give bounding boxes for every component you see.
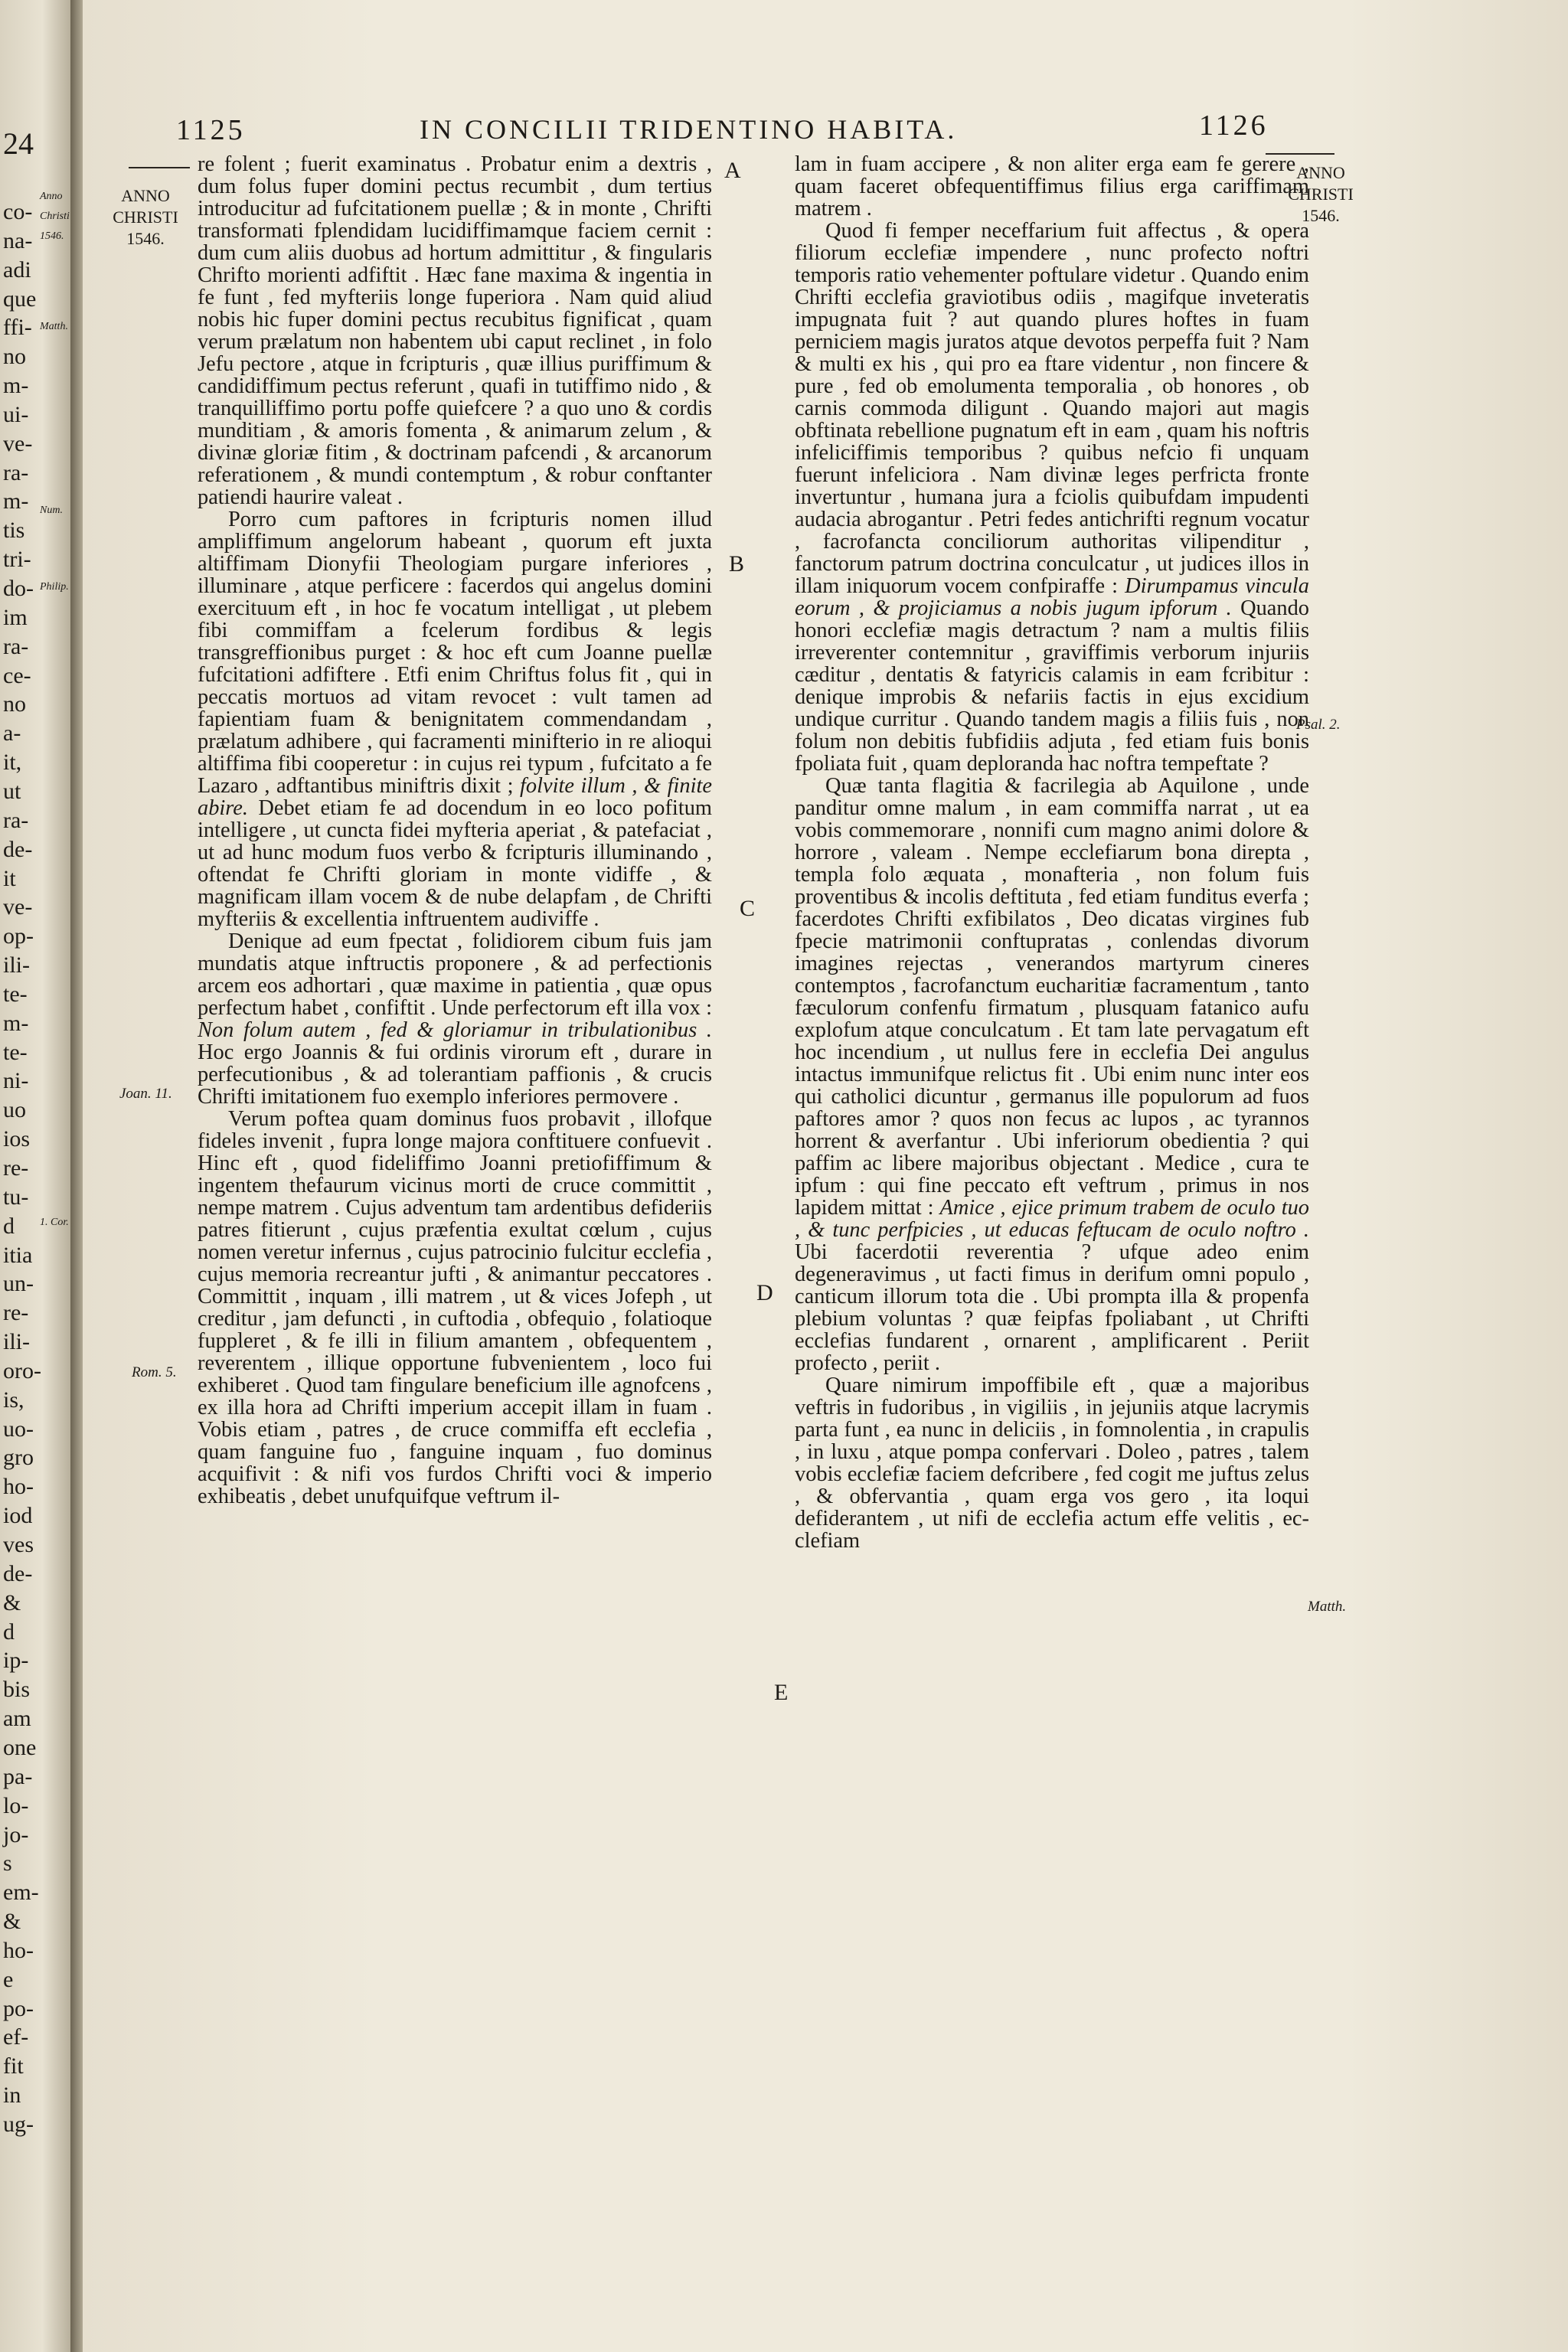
previous-page-fragment: &: [3, 1590, 21, 1615]
previous-page-fragment: pa-: [3, 1764, 33, 1789]
previous-page-margin-note: 1546.: [40, 230, 64, 242]
text-run: re folent ; fuerit examinatus . Probatur enim a dextris , dum folus fuper domini pectus recumbit , dum tertius introducitur ad fufcitationem puellæ ; & in monte , Chrifti transformati fplendidam lucidiffimamque faciem cernit : dum cum aliis duobus ad hortum admittitur , & fingularis Chrifto morienti adfiftit . Hæc fane maxima & ingentia in fe funt , fed myfteriis longe fuperiora . Nam quid aliud nobis hic fuper domini pectus recubitus fignificat , quam verum prælatum non habentem ubi caput reclinet , in folo Jefu pectore , atque in fcripturis , quæ illius puriffimum & candidiffimum pectus referunt , quafi in tutiffimo nido , & tranquilliffimo portu poffe quiefcere ? a quo uno & cordis munditiam , & amoris fomenta , & animarum zelum , & divinæ gloriæ fitim , & doctrinam pafcendi , & arcanorum referationem , & mundi contemptum , & robur conftanter patiendi haurire valeat .: [198, 152, 712, 509]
previous-page-fragment: &: [3, 1909, 21, 1934]
previous-page-fragment: ce-: [3, 663, 31, 688]
scripture-quote: Non folum autem , fed & gloriamur in tribulationibus .: [198, 1018, 712, 1042]
year-line: CHRISTI: [113, 207, 178, 227]
text-run: Quare nimirum impoffibile eft , quæ a majoribus veftris in fudoribus , in vigiliis , in jejuniis atque lacrymis parta funt , ea nunc in deliciis , in fomnolentia , in crapulis , in luxu , atque pompa confervari . Doleo , patres , talem vobis ecclefiæ faciem defcribere , fed cogit me juftus zelus , & obfervantia , quam erga vos gero , ita loqui defiderantem , ut nifi de ecclefia actum effe velitis , ec- clefiam: [795, 1374, 1309, 1553]
previous-page-fragment: adi: [3, 257, 31, 283]
previous-page-fragment: uo: [3, 1097, 26, 1122]
previous-page-fragment: in: [3, 2082, 21, 2108]
previous-page-fragment: tis: [3, 518, 25, 543]
previous-page-fragment: un-: [3, 1271, 34, 1296]
year-line: 1546.: [126, 229, 165, 248]
previous-page-fragment: de-: [3, 837, 33, 862]
previous-page-edge: [0, 0, 70, 2352]
scripture-quote: Amice , ejice primum trabem de oculo tuo , & tunc perfpicies , ut educas feftucam de oculo noftro .: [795, 1196, 1309, 1242]
previous-page-fragment: jo-: [3, 1822, 29, 1847]
section-letter-a: A: [724, 158, 741, 183]
text-run: Denique ad eum fpectat , folidiorem cibum fuis jam mundatis atque inftructis proponere , & ad perfectionis arcem eos adhortari , quæ maxime in patientia , quæ opus perfectum habet , confiftit . Unde perfectorum eft illa vox :: [198, 929, 712, 1020]
year-line: ANNO: [1296, 163, 1345, 182]
previous-page-fragment: ra-: [3, 808, 29, 833]
previous-page-fragment: it: [3, 866, 16, 891]
previous-page-fragment: co-: [3, 199, 33, 224]
margin-year-left: [100, 185, 191, 250]
text-run: Hoc ergo Joannis & fui ordinis virorum eft , durare in perfecutionibus , & ad tolerantiam paffionis , & crucis Chrifti imitationem fuo exemplo inferiores permovere .: [198, 1040, 712, 1109]
paragraph: [795, 220, 1309, 775]
previous-page-fragment: re-: [3, 1155, 29, 1181]
margin-note-matth: Matth.: [1308, 1599, 1347, 1615]
previous-page-fragment: no: [3, 344, 26, 369]
previous-page-fragment: te-: [3, 1040, 28, 1065]
previous-page-fragment: ip-: [3, 1648, 29, 1673]
previous-page-number: 24: [3, 126, 34, 161]
text-run: Porro cum paftores in fcripturis nomen illud ampliffimum angelorum habeant , quorum eft juxta altiffimam Dionyfii Theologiam purgare inferiores , illuminare , atque perficere : facerdos qui angelus domini exercituum eft , in hoc fe vocatum intelligat , ut plebem fibi commiffam a fcelerum fordibus & legis transgreffionibus purget : & hoc eft cum Joanne puellæ fufcitationi adfiftere . Etfi enim Chriftus folus fit , qui in peccatis mortuos ad vitam revocet : vult tamen ad fapientiam fuam & benignitatem commendandam , prælatum adhibere , qui facramenti minifterio in re alioqui altiffima fibi cooperetur : in cujus rei typum , fufcitato a fe Lazaro , adftantibus miniftris dixit ;: [198, 508, 712, 798]
previous-page-fragment: ug-: [3, 2112, 34, 2137]
page-header: [83, 106, 1568, 152]
previous-page-margin-note: Matth.: [40, 321, 68, 332]
left-column: [198, 153, 712, 1508]
year-line: CHRISTI: [1288, 185, 1354, 204]
previous-page-fragment: ios: [3, 1126, 31, 1152]
section-letter-c: C: [740, 896, 756, 921]
year-line: ANNO: [121, 186, 170, 205]
margin-note-psal: Psal. 2.: [1296, 717, 1341, 733]
book-page: [83, 0, 1568, 2352]
previous-page-fragment: is,: [3, 1387, 24, 1413]
previous-page-margin-note: Anno: [40, 191, 63, 202]
previous-page-fragment: ili-: [3, 1329, 30, 1354]
previous-page-fragment: tri-: [3, 547, 31, 572]
previous-page-fragment: do-: [3, 576, 34, 601]
paragraph: [795, 153, 1309, 220]
previous-page-fragment: ra-: [3, 634, 29, 659]
previous-page-fragment: de-: [3, 1561, 33, 1586]
text-run: Quod fi femper neceffarium fuit affectus , & opera filiorum ecclefiæ impendere , nunc profecto noftri temporis ratio vehementer poftulare videtur . Quando enim Chrifti ecclefia graviotibus odiis , magifque inveteratis impugnata fuit ? aut quando plures hoftes in fuam perniciem magis juratos atque devotos perpeffa fuit ? Nam & multi ex his , qui pro ea ftare videntur , non fincere & pure , fed ob emolumenta temporalia , ob honores , ob carnis commoda diligunt . Quando majori aut magis obftinata rebellione pugnatum eft in eam , quam his noftris infeliciffimis temporibus ? quibus nefcio fi unquam fuerunt infeliciora . Nam divinæ leges perfricta fronte invertuntur , humana jura a fciolis quibufdam impudenti audacia abrogantur . Petri fedes antichrifti regnum vocatur , facrofancta conciliorum authoritas vilipenditur , fanctorum patrum doctrina conculcatur , ut judices illos in illam iniquorum vocem confpiraffe :: [795, 219, 1309, 598]
page-number-left: 1125: [176, 114, 246, 146]
previous-page-margin-note: Philip.: [40, 581, 69, 593]
text-run: Ubi facerdotii reverentia ? ufque adeo enim degeneravimus , ut facti fimus in derifum omni populo , canticum illorum tota die . Ubi prompta illa & propenfa plebium voluntas ? quæ feipfas fpoliabant , ut Chrifti ecclefias fundarent , ornarent , amplificarent . Periit profecto , periit .: [795, 1240, 1309, 1375]
section-letter-d: D: [756, 1280, 773, 1305]
paragraph: [795, 1374, 1309, 1552]
running-title: IN CONCILII TRIDENTINO HABITA.: [420, 114, 958, 145]
previous-page-fragment: fit: [3, 2053, 24, 2079]
margin-rule-left: [129, 167, 190, 168]
previous-page-fragment: ut: [3, 779, 21, 804]
previous-page-fragment: re-: [3, 1300, 29, 1325]
previous-page-fragment: ef-: [3, 2024, 29, 2050]
scripture-quote: Dirumpamus vincula eorum , & projiciamus a nobis jugum ipforum .: [795, 574, 1309, 620]
previous-page-fragment: gro: [3, 1445, 34, 1470]
previous-page-margin-note: Christi: [40, 211, 70, 222]
previous-page-fragment: ho-: [3, 1474, 34, 1499]
previous-page-margin-note: 1. Cor.: [40, 1217, 69, 1228]
previous-page-fragment: ra-: [3, 460, 29, 485]
previous-page-fragment: e: [3, 1967, 14, 1992]
previous-page-fragment: it,: [3, 750, 22, 775]
text-run: Quæ tanta flagitia & facrilegia ab Aquilone , unde panditur omne malum , in eam commiffa narrat , ut ea vobis commemorare , nonnifi cum magno animi dolore & horrore , valeam . Nempe ecclefiarum bona direpta , templa folo æquata , monafteria , non folum fuis proventibus & incolis deftituta , fed etiam funditus everfa ; facerdotes Chrifti exfibilatos , Deo dicatas virgines fub fpecie matrimonii conftupratas , conlendas divorum imagines rejectas , venerandos martyrum cineres contemptos , facrofanctum eucharitiæ facramentum , tanto fæculorum confenfu firmatum , plusquam fatanico aufu explofum atque conculcatum . Et tam late pervagatum eft hoc incendium , ut nullus fere in ecclefia Dei angulus intactus immunifque relictus fit . Ubi enim nunc inter eos qui catholici dicuntur , germanus ille populorum ad fuos paftores amor ? quos non fecus ac lupos , ac tyrannos horrent & averfantur . Ubi inferiorum obedientia ? qui paffim ac libere majoribus objectant . Medice , cura te ipfum : qui fine peccato eft veftrum , primus in nos lapidem mittat :: [795, 774, 1309, 1220]
section-letter-b: B: [729, 551, 745, 577]
paragraph: [795, 775, 1309, 1374]
previous-page-fragment: lo-: [3, 1793, 29, 1818]
previous-page-fragment: ve-: [3, 431, 33, 456]
previous-page-fragment: d: [3, 1619, 15, 1645]
paragraph: [198, 153, 712, 508]
section-letter-e: E: [774, 1680, 789, 1705]
paragraph: [198, 930, 712, 1108]
paragraph: [198, 508, 712, 930]
previous-page-fragment: ves: [3, 1532, 34, 1557]
previous-page-fragment: que: [3, 286, 37, 312]
previous-page-fragment: ili-: [3, 952, 30, 978]
previous-page-fragment: am: [3, 1706, 31, 1731]
previous-page-fragment: ui-: [3, 402, 29, 427]
previous-page-fragment: op-: [3, 923, 34, 949]
right-column: [795, 153, 1309, 1552]
previous-page-fragment: te-: [3, 982, 28, 1007]
year-line: 1546.: [1302, 206, 1340, 225]
previous-page-fragment: po-: [3, 1996, 34, 2021]
previous-page-fragment: bis: [3, 1677, 31, 1702]
previous-page-fragment: ve-: [3, 894, 33, 920]
previous-page-fragment: ffi-: [3, 315, 32, 340]
previous-page-fragment: s: [3, 1851, 12, 1876]
previous-page-margin-note: Num.: [40, 505, 63, 516]
previous-page-fragment: d: [3, 1214, 15, 1239]
text-run: lam in fuam accipere , & non aliter erga eam fe gerere , quam faceret obfequentiffimus filius erga cariffimam matrem .: [795, 152, 1309, 220]
previous-page-fragment: one: [3, 1735, 37, 1760]
previous-page-fragment: oro-: [3, 1358, 41, 1383]
text-run: Debet etiam fe ad docendum in eo loco pofitum intelligere , ut cuncta fidei myfteria aperiat , & patefaciat , ut ad hunc modum fuos verbo & fcripturis illuminando , oftendat fe Chrifti gloriam in monte vidiffe , & magnificam illam vocem & de nube delapfam , de Chrifti myfteriis & excellentia inftruentem audiviffe .: [198, 796, 712, 931]
previous-page-fragment: tu-: [3, 1184, 29, 1210]
scripture-quote: folvite illum , & finite abire.: [198, 774, 713, 820]
previous-page-fragment: im: [3, 605, 28, 630]
margin-note-rom: Rom. 5.: [132, 1364, 177, 1380]
previous-page-fragment: m-: [3, 1011, 29, 1036]
previous-page-fragment: iod: [3, 1503, 33, 1528]
text-run: Verum poftea quam dominus fuos probavit , illofque fideles invenit , fupra longe majora conftituere confuevit . Hinc eft , quod fideliffimo Joanni pretiofiffimum & ingentem thefaurum vicinus morti de cruce committit , nempe matrem . Cujus adventum tam ardentibus defideriis patres fitierunt , cujus præfentia exultat cœlum , cujus nomen veretur infernus , cujus patrocinio fulcitur ecclefia , cujus memoria recreantur jufti , & animantur peccatores . Committit , inquam , illi matrem , ut & vices Jofeph , ut creditur , jam defuncti , in cuftodia , obfequio , folatioque fuppleret , & fe illi in filium amantem , obfequentem , reverentem , illique opportune fubvenientem , loco fui exhiberet . Quod tam fingulare beneficium ille agnofcens , ex illa hora ad Chrifti imperium accepit illam in fuam . Vobis etiam , patres , de cruce commiffa eft ecclefia , quam fanguine fuo , fanguine inquam , fuo dominus acquifivit : & nifi vos furdos Chrifti voci & imperio exhibeatis , debet unufquifque veftrum il-: [198, 1107, 712, 1508]
previous-page-fragment: a-: [3, 720, 21, 746]
previous-page-fragment: na-: [3, 228, 33, 253]
text-run: Quando honori ecclefiæ magis detractum ? nam a multis filiis irreverenter contemnitur , graviffimis verborum injuriis cæditur , dentatis & fatyricis calamis in eam fcribitur : denique improbis & nefariis factis in ejus excidium undique curritur . Quando tandem magis a filiis fuis , non folum non debitis fubfidiis adjuta , fed etiam fuis bonis fpoliata fuit , quam deploranda hac noftra tempeftate ?: [795, 596, 1309, 776]
previous-page-fragment: no: [3, 691, 26, 717]
margin-note-joan: Joan. 11.: [119, 1086, 172, 1102]
previous-page-fragment: ni-: [3, 1068, 29, 1093]
previous-page-fragment: uo-: [3, 1416, 34, 1442]
paragraph: [198, 1108, 712, 1508]
page-number-right: 1126: [1199, 109, 1269, 142]
previous-page-fragment: m-: [3, 488, 29, 514]
previous-page-fragment: em-: [3, 1880, 39, 1905]
previous-page-fragment: m-: [3, 373, 29, 398]
previous-page-fragment: ho-: [3, 1938, 34, 1963]
previous-page-fragment: itia: [3, 1243, 33, 1268]
